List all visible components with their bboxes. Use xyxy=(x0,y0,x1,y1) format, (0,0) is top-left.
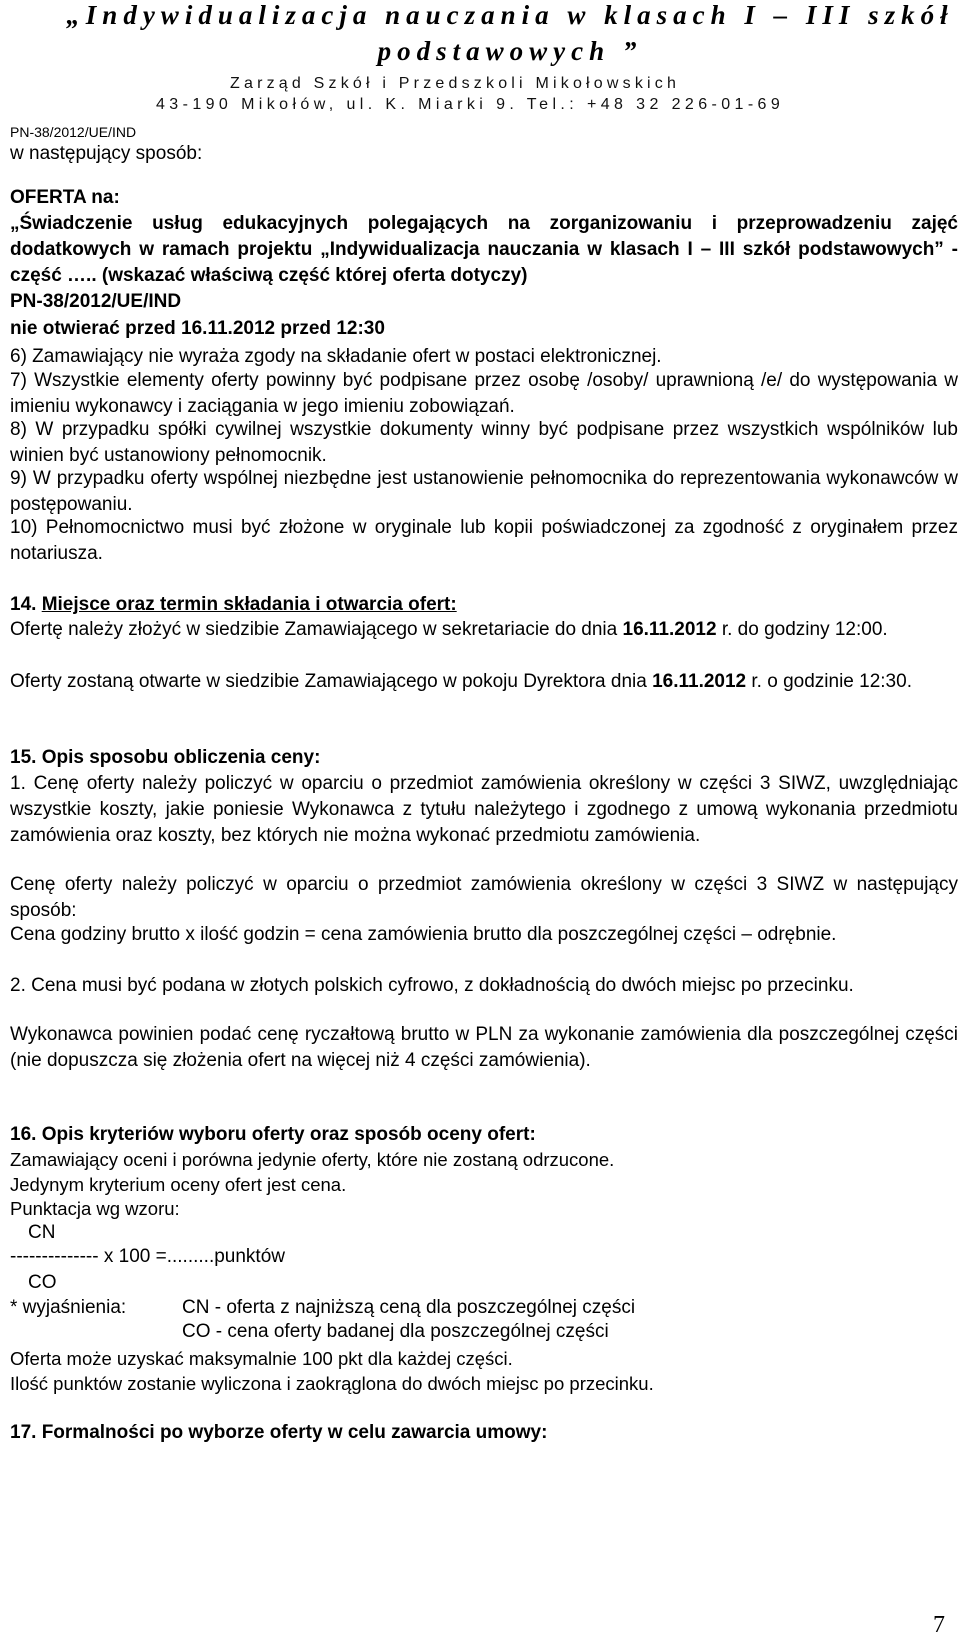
point-9: 9) W przypadku oferty wspólnej niezbędne jest ustanowienie pełnomocnika do reprezentowania wykonawców w postępowaniu. xyxy=(10,468,958,515)
section-15-paragraph-5: Wykonawca powinien podać cenę ryczałtową brutto w PLN za wykonanie zamówienia dla poszczególnej części (nie dopuszcza się złożenia ofert na więcej niż 4 części zamówienia). xyxy=(10,1024,958,1071)
section-16-paragraph-3: Punktacja wg wzoru: xyxy=(10,1198,180,1219)
section-14-heading xyxy=(10,592,958,618)
point-6: 6) Zamawiający nie wyraża zgody na składanie ofert w postaci elektronicznej. xyxy=(10,346,662,367)
header-title-line2: podstawowych ” xyxy=(377,36,643,66)
section-15-paragraph-4: 2. Cena musi być podana w złotych polskich cyfrowo, z dokładnością do dwóch miejsc po przecinku. xyxy=(10,975,854,996)
explanation-co: CO - cena oferty badanej dla poszczególnej części xyxy=(182,1321,609,1342)
submission-date: 16.11.2012 xyxy=(622,619,717,640)
section-16-heading: 16. Opis kryteriów wyboru oferty oraz sposób oceny ofert: xyxy=(10,1124,536,1145)
section-17-heading: 17. Formalności po wyborze oferty w celu zawarcia umowy: xyxy=(10,1422,548,1443)
section-14-number: 14. xyxy=(10,594,37,615)
formula-numerator: CN xyxy=(28,1222,56,1243)
envelope-reference: PN-38/2012/UE/IND xyxy=(10,291,182,312)
section-15-heading: 15. Opis sposobu obliczenia ceny: xyxy=(10,747,321,768)
section-15-paragraph-2: Cenę oferty należy policzyć w oparciu o przedmiot zamówienia określony w części 3 SIWZ w następujący sposób: xyxy=(10,874,958,921)
section-14-paragraph-1: Ofertę należy złożyć w siedzibie Zamawiającego w sekretariacie do dnia 16.11.2012 r. do godziny 12:00. xyxy=(10,619,888,640)
formula-line: -------------- x 100 =.........punktów xyxy=(10,1246,285,1267)
point-7: 7) Wszystkie elementy oferty powinny być podpisane przez osobę /osoby/ uprawnioną /e/ do występowania w imieniu wykonawcy i zaciągania w jego imieniu zobowiązań. xyxy=(10,370,958,417)
opening-date: 16.11.2012 xyxy=(652,671,747,692)
envelope-do-not-open: nie otwierać przed 16.11.2012 przed 12:30 xyxy=(10,318,385,339)
header-organization: Zarząd Szkół i Przedszkoli Mikołowskich xyxy=(230,75,681,92)
header-address: 43-190 Mikołów, ul. K. Miarki 9. Tel.: +48 32 226-01-69 xyxy=(156,96,785,113)
section-16-paragraph-2: Jedynym kryterium oceny ofert jest cena. xyxy=(10,1174,347,1195)
explanation-cn: CN - oferta z najniższą ceną dla poszczególnej części xyxy=(182,1297,636,1318)
section-15-paragraph-3: Cena godziny brutto x ilość godzin = cena zamówienia brutto dla poszczególnej części – odrębnie. xyxy=(10,924,837,945)
point-10: 10) Pełnomocnictwo musi być złożone w oryginale lub kopii poświadczonej za zgodność z oryginałem przez notariusza. xyxy=(10,517,958,564)
envelope-heading: OFERTA na: xyxy=(10,187,120,208)
lead-text: w następujący sposób: xyxy=(10,143,203,164)
reference-number: PN-38/2012/UE/IND xyxy=(10,124,137,140)
envelope-subject: „Świadczenie usług edukacyjnych polegających na zorganizowaniu i przeprowadzeniu zajęć dodatkowych w ramach projektu „Indywidualizacja nauczania w klasach I – III szkół podstawowych” - część ….. (wskazać właściwą część której oferta dotyczy) xyxy=(10,213,958,286)
section-15-paragraph-1: 1. Cenę oferty należy policzyć w oparciu o przedmiot zamówienia określony w części 3 SIWZ, uwzględniając wszystkie koszty, jakie poniesie Wykonawca z tytułu należytego i zgodnego z umową wykonania przedmiotu zamówienia oraz koszty, bez których nie można wykonać przedmiotu zamówienia. xyxy=(10,773,958,846)
section-16-paragraph-1: Zamawiający oceni i porówna jedynie oferty, które nie zostaną odrzucone. xyxy=(10,1149,615,1170)
section-14-title: Miejsce oraz termin składania i otwarcia ofert: xyxy=(41,594,457,615)
section-14-paragraph-2: Oferty zostaną otwarte w siedzibie Zamawiającego w pokoju Dyrektora dnia 16.11.2012 r. o godzinie 12:30. xyxy=(10,671,912,692)
point-8: 8) W przypadku spółki cywilnej wszystkie dokumenty winny być podpisane przez wszystkich wspólników lub winien być ustanowiony pełnomocnik. xyxy=(10,419,958,466)
section-16-paragraph-5: Ilość punktów zostanie wyliczona i zaokrąglona do dwóch miejsc po przecinku. xyxy=(10,1373,654,1394)
header-title-line1: „Indywidualizacja nauczania w klasach I – III szkół xyxy=(66,0,954,30)
section-16-paragraph-4: Oferta może uzyskać maksymalnie 100 pkt dla każdej części. xyxy=(10,1348,513,1369)
page-number: 7 xyxy=(933,1612,945,1638)
explanation-label: * wyjaśnienia: xyxy=(10,1297,127,1318)
formula-denominator: CO xyxy=(28,1272,57,1293)
